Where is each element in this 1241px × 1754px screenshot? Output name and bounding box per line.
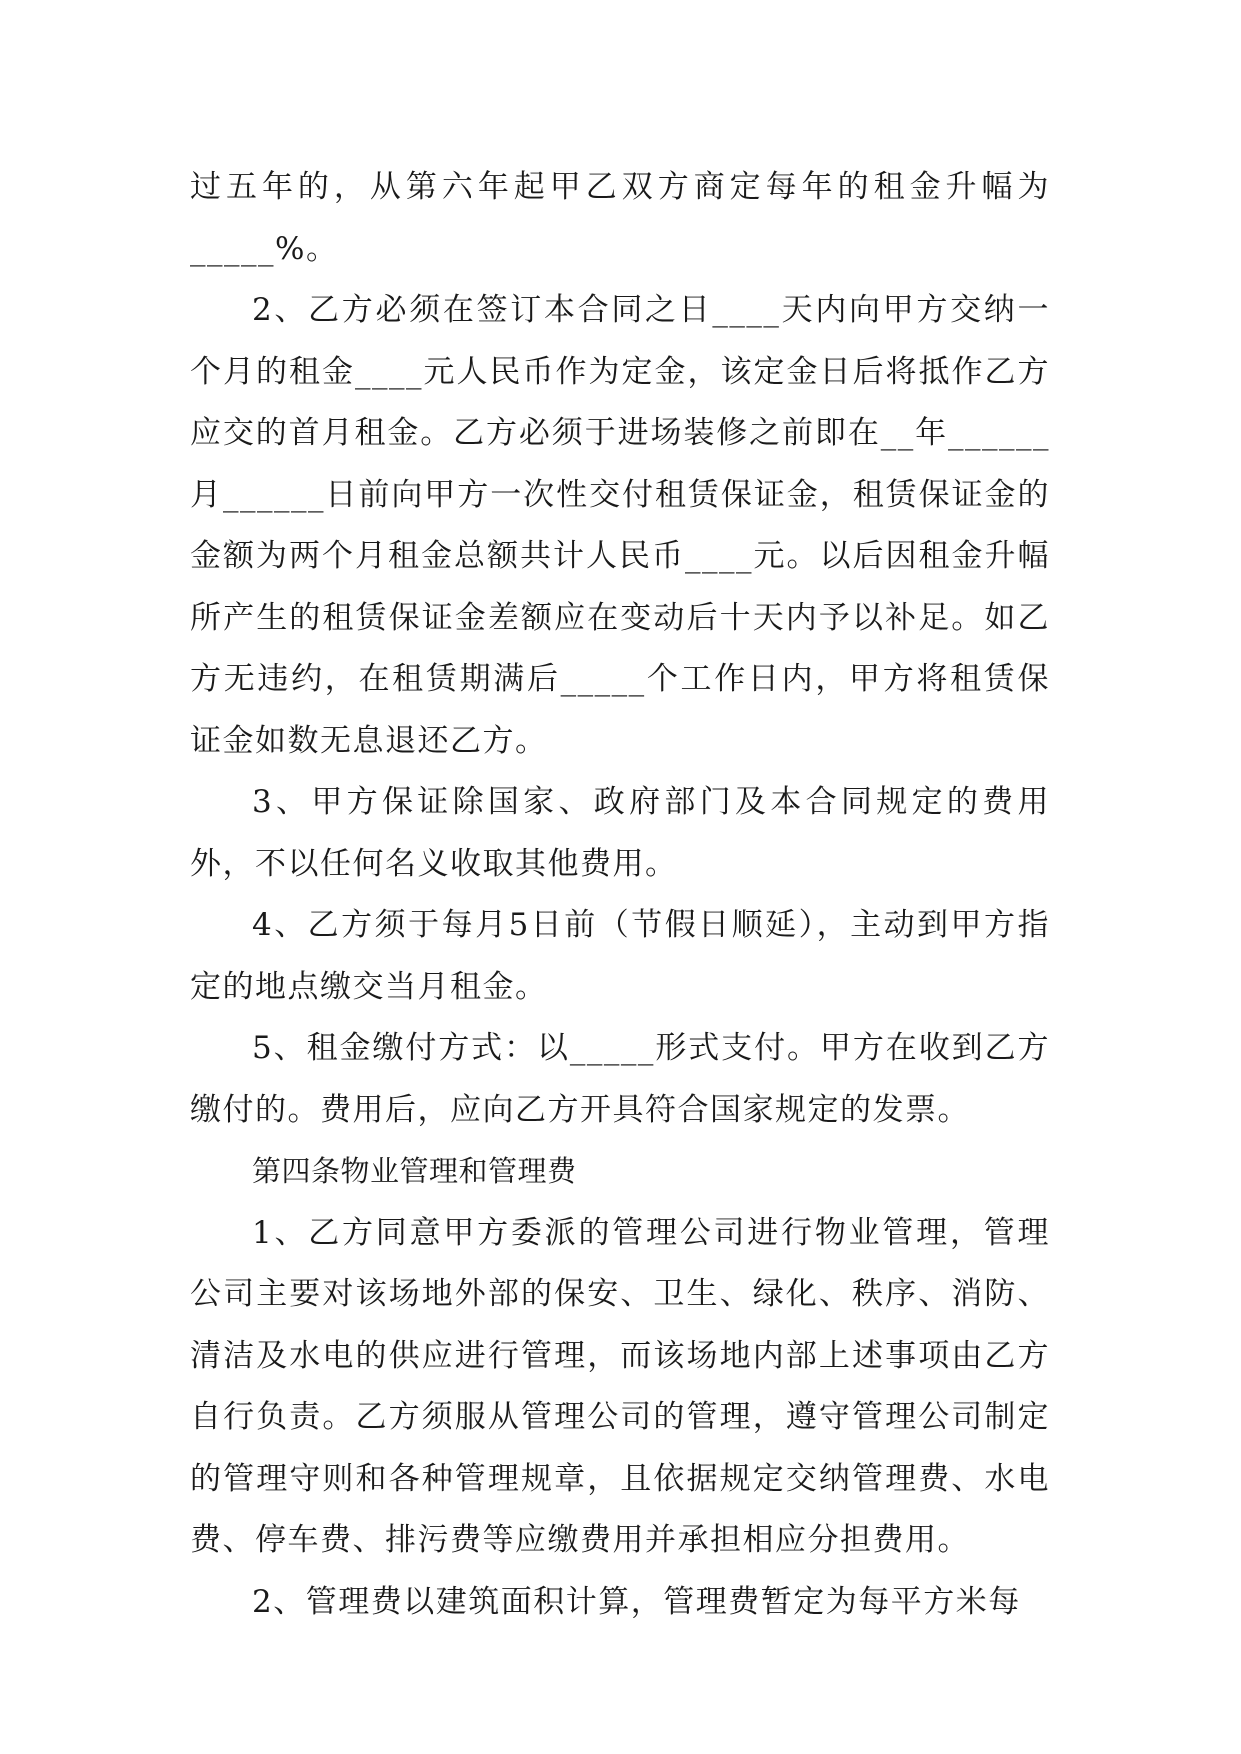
paragraph-payment-method: 5、租金缴付方式：以_____形式支付。甲方在收到乙方缴付的。费用后，应向乙方开具符合国家规定的发票。: [190, 1030, 1050, 1128]
paragraph-deposit: 2、乙方必须在签订本合同之日____天内向甲方交纳一个月的租金____元人民币作为定金，该定金日后将抵作乙方应交的首月租金。乙方必须于进场装修之前即在__年______月______日前向甲方一次性交付租赁保证金，租赁保证金的金额为两个月租金总额共计人民币____元。以后因租金升幅所产生的租赁保证金差额应在变动后十天内予以补足。如乙方无违约，在租赁期满后_____个工作日内，甲方将租赁保证金如数无息退还乙方。: [190, 292, 1050, 759]
paragraph-management-fee: 2、管理费以建筑面积计算，管理费暂定为每平方米每: [252, 1583, 1021, 1620]
paragraph-fees-guarantee: 3、甲方保证除国家、政府部门及本合同规定的费用外，不以任何名义收取其他费用。: [190, 784, 1050, 882]
paragraph-rent-increase: 过五年的，从第六年起甲乙双方商定每年的租金升幅为_____%。: [190, 169, 1050, 267]
document-body: [190, 157, 1050, 1633]
paragraph-payment-date: 4、乙方须于每月5日前（节假日顺延），主动到甲方指定的地点缴交当月租金。: [190, 907, 1050, 1005]
section-heading-property-management: 第四条物业管理和管理费: [252, 1154, 577, 1188]
paragraph-management-company: 1、乙方同意甲方委派的管理公司进行物业管理，管理公司主要对该场地外部的保安、卫生、绿化、秩序、消防、清洁及水电的供应进行管理，而该场地内部上述事项由乙方自行负责。乙方须服从管理公司的管理，遵守管理公司制定的管理守则和各种管理规章，且依据规定交纳管理费、水电费、停车费、排污费等应缴费用并承担相应分担费用。: [190, 1214, 1050, 1558]
